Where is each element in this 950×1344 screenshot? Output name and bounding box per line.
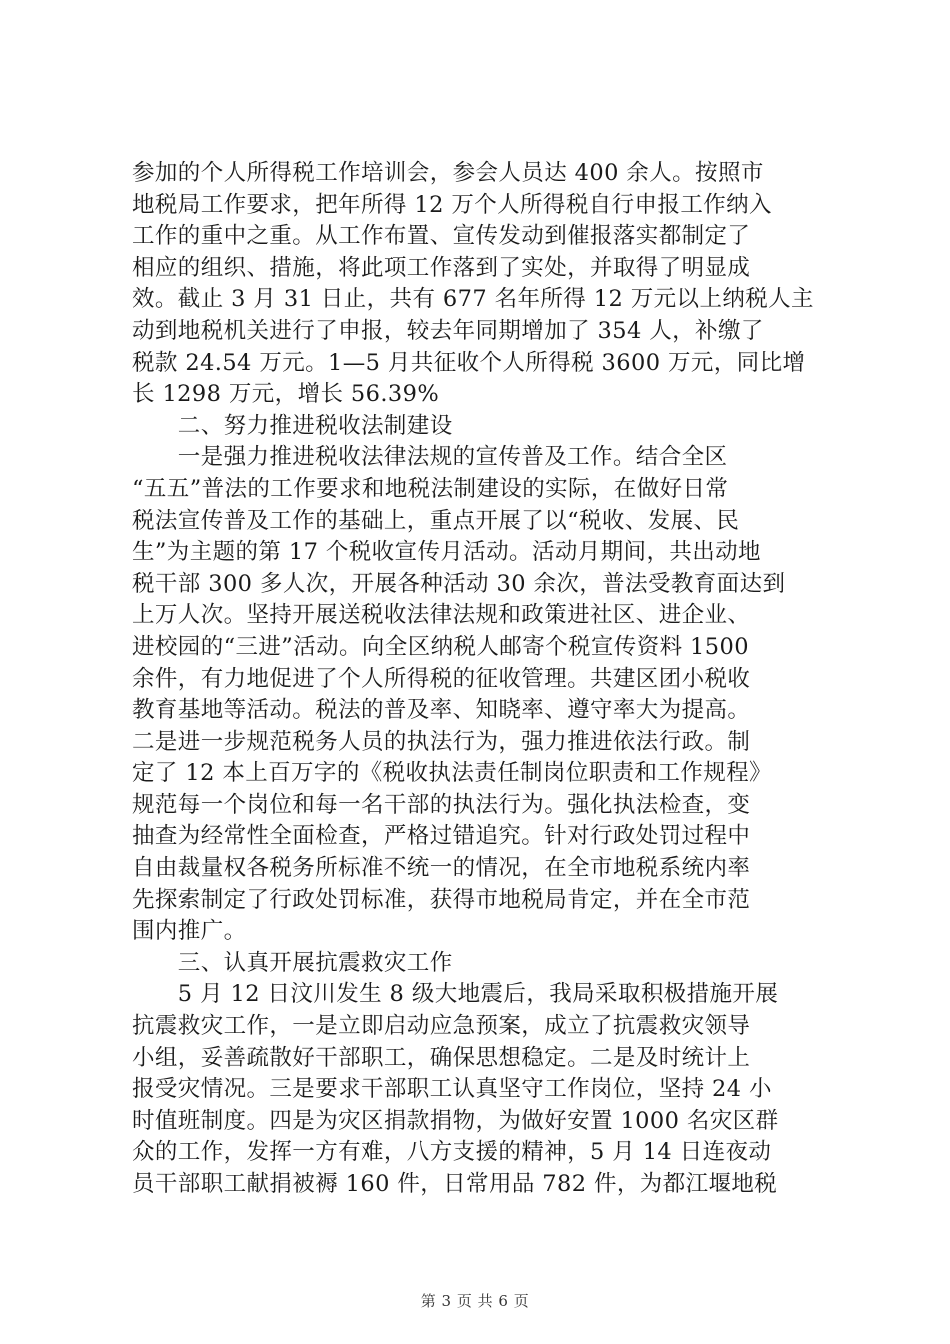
text-line: 税法宣传普及工作的基础上，重点开展了以“税收、发展、民 <box>132 507 740 534</box>
text-line: 工作的重中之重。从工作布置、宣传发动到催报落实都制定了 <box>132 223 751 250</box>
text-line: 一是强力推进税收法律法规的宣传普及工作。结合全区 <box>132 444 728 471</box>
text-line: 效。截止 3 月 31 日止，共有 677 名年所得 12 万元以上纳税人主 <box>132 286 814 313</box>
text-line: 税干部 300 多人次，开展各种活动 30 余次，普法受教育面达到 <box>132 570 786 597</box>
text-line: 规范每一个岗位和每一名干部的执法行为。强化执法检查，变 <box>132 791 751 818</box>
text-line: 众的工作，发挥一方有难，八方支援的精神，5 月 14 日连夜动 <box>132 1139 772 1166</box>
text-line: 5 月 12 日汶川发生 8 级大地震后，我局采取积极措施开展 <box>132 981 779 1008</box>
text-line: 教育基地等活动。税法的普及率、知晓率、遵守率大为提高。 <box>132 697 751 724</box>
text-line: 时值班制度。四是为灾区捐款捐物，为做好安置 1000 名灾区群 <box>132 1107 779 1134</box>
text-line: 上万人次。坚持开展送税收法律法规和政策进社区、进企业、 <box>132 602 751 629</box>
text-line: 抽查为经常性全面检查，严格过错追究。针对行政处罚过程中 <box>132 823 751 850</box>
text-line: “五五”普法的工作要求和地税法制建设的实际，在做好日常 <box>132 475 729 502</box>
text-line: 长 1298 万元，增长 56.39% <box>132 381 440 408</box>
text-line: 相应的组织、措施，将此项工作落到了实处，并取得了明显成 <box>132 254 751 281</box>
text-line: 税款 24.54 万元。1—5 月共征收个人所得税 3600 万元，同比增 <box>132 349 806 376</box>
section-heading: 二、努力推进税收法制建设 <box>132 412 453 439</box>
text-line: 员干部职工献捐被褥 160 件，日常用品 782 件，为都江堰地税 <box>132 1171 778 1197</box>
text-line: 小组，妥善疏散好干部职工，确保思想稳定。二是及时统计上 <box>132 1044 751 1071</box>
text-line: 参加的个人所得税工作培训会，参会人员达 400 余人。按照市 <box>132 160 764 186</box>
text-line: 二是进一步规范税务人员的执法行为，强力推进依法行政。制 <box>132 728 751 755</box>
page-footer: 第 3 页 共 6 页 <box>420 1292 530 1310</box>
text-line: 自由裁量权各税务所标准不统一的情况，在全市地税系统内率 <box>132 855 751 882</box>
text-line: 围内推广。 <box>132 918 247 945</box>
text-line: 抗震救灾工作，一是立即启动应急预案，成立了抗震救灾领导 <box>132 1013 751 1040</box>
text-line: 余件，有力地促进了个人所得税的征收管理。共建区团小税收 <box>132 665 751 692</box>
text-line: 生”为主题的第 17 个税收宣传月活动。活动月期间，共出动地 <box>132 539 761 566</box>
text-line: 先探索制定了行政处罚标准，获得市地税局肯定，并在全市范 <box>132 886 751 913</box>
text-line: 地税局工作要求，把年所得 12 万个人所得税自行申报工作纳入 <box>132 191 772 218</box>
text-line: 定了 12 本上百万字的《税收执法责任制岗位职责和工作规程》 <box>132 760 772 787</box>
text-line: 动到地税机关进行了申报，较去年同期增加了 354 人，补缴了 <box>132 317 764 344</box>
text-line: 进校园的“三进”活动。向全区纳税人邮寄个税宣传资料 1500 <box>132 633 749 660</box>
section-heading: 三、认真开展抗震救灾工作 <box>132 949 453 976</box>
text-line: 报受灾情况。三是要求干部职工认真坚守工作岗位，坚持 24 小 <box>132 1076 772 1103</box>
document-body <box>132 158 832 1201</box>
